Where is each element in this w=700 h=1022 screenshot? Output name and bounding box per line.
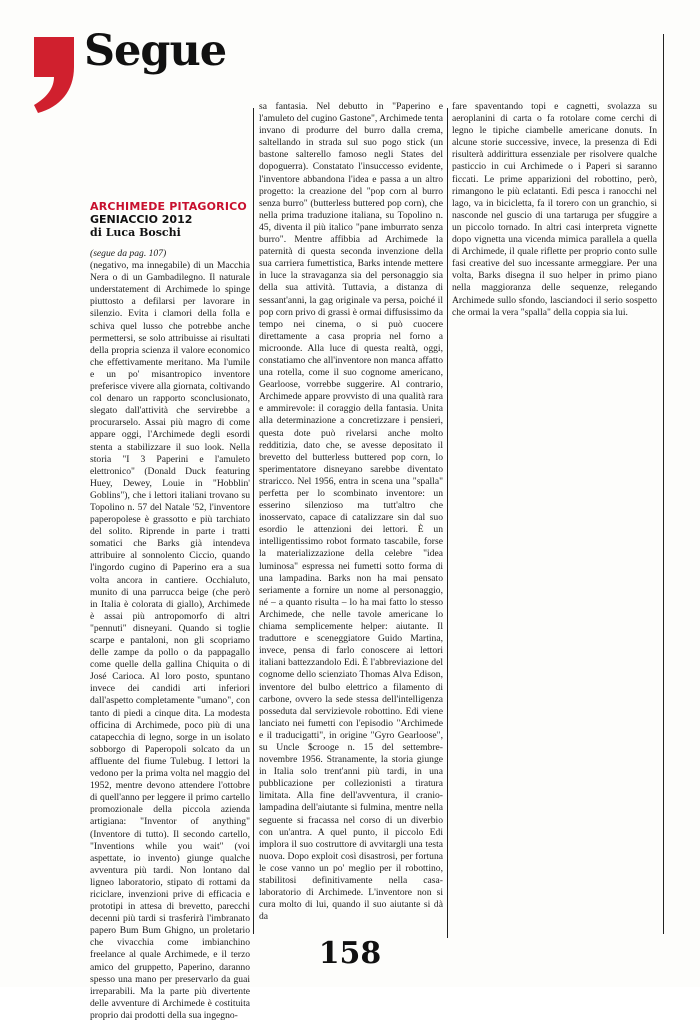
column-divider	[447, 108, 448, 938]
column-divider	[663, 34, 664, 934]
article-kicker: ARCHIMEDE PITAGORICO	[90, 200, 247, 213]
text-column-1	[90, 248, 250, 1021]
continued-from-note: (segue da pag. 107)	[90, 248, 167, 259]
page-number: 158	[318, 936, 382, 971]
article-header	[90, 200, 250, 239]
text-column-2	[259, 101, 443, 937]
red-comma-icon	[30, 37, 76, 113]
column-divider	[253, 108, 254, 934]
section-title: Segue	[84, 26, 227, 76]
text-column-3	[452, 101, 657, 361]
article-headline: GENIACCIO 2012	[90, 213, 193, 226]
column-2-body: sa fantasia. Nel debutto in "Paperino e l'amuleto del cugino Gastone", Archimede tenta invano di produrre del burro dalla crema, saltellando in strada sul suo pogo stick (un bastone salterello famoso negli States del dopoguerra). Constatato l'insuccesso evidente, l'inventore abbandona l'idea e passa a un altro progetto: la creazione del "pop corn al burro senza burro" (butterless buttered pop corn), che nella prima traduzione italiana, su Topolino n. 45, diventa il più italico "pane imburrato senza burro". Mentre affibbia ad Archimede la paternità di questa seconda invenzione della sua carriera fumettistica, Barks intende mettere in luce la stravaganza sia del personaggio sia della sua attività. Tuttavia, a distanza di sessant'anni, la gag originale va persa, poiché il pop corn privo di grassi è ormai diffusissimo da tempo nei cinema, o si può cuocere direttamente a casa propria nel forno a microonde. Alla luce di questa realtà, oggi, constatiamo che all'inventore non manca affatto una rotella, come il suo cognome americano, Gearloose, vorrebbe suggerire. Al contrario, Archimede appare provvisto di una qualità rara e ammirevole: il coraggio della fantasia. Unita alla determinazione a concretizzare i pensieri, questa dote può rivelarsi anche molto redditizia, dato che, se avesse depositato il brevetto del butterless buttered pop corn, lo sperimentatore disneyano sarebbe diventato straricco. Nel 1956, entra in scena una "spalla" perfetta per lo scombinato inventore: un esserino silenzioso ma tutt'altro che inosservato, capace di catalizzare sin dal suo esordio le attenzioni dei lettori. È un intelligentissimo robot formato tascabile, forse la materializzazione della celebre "idea luminosa" espressa nei fumetti sotto forma di una lampadina. Barks non ha mai pensato seriamente a fornire un nome al personaggio, né – a quanto risulta – lo ha mai fatto lo stesso Archimede, che nelle tavole americane lo chiama semplicemente helper: aiutante. Il traduttore e sceneggiatore Guido Martina, invece, pensa di farlo conoscere ai lettori italiani battezzandolo Edi. È l'abbreviazione del cognome dello scienziato Thomas Alva Edison, inventore del bulbo elettrico a filamento di carbone, ovvero la sede stessa dell'intelligenza posseduta dal servizievole robottino. Edi viene lanciato nei fumetti con l'episodio "Archimede e il traducigatti", in origine "Gyro Gearloose", su Uncle $crooge n. 15 del settembre-novembre 1956. Stranamente, la storia giunge in Italia solo trent'anni più tardi, in una pubblicazione per collezionisti a tiratura limitata. Alla fine dell'avventura, il cranio-lampadina dell'aiutante si fulmina, mentre nella seguente si fracassa nel corso di un diverbio con un'antra. A quel punto, il piccolo Edi implora il suo costruttore di avvitargli una testa nuova. Dopo exploit così disastrosi, per fortuna le cose vanno un po' meglio per il robottino, stabilitosi definitivamente nella casa-laboratorio di Archimede. L'inventore non si cura molto di lui, quando il suo aiutante si dà da	[259, 101, 443, 923]
column-3-body: fare spaventando topi e cagnetti, svolazza su aeroplanini di carta o fa rotolare come cerchi di legno le tipiche ciambelle americane donuts. In alcune storie successive, invece, la presenza di Edi risulterà addirittura essenziale per risolvere qualche pasticcio in cui Archimede o i Paperi si saranno ficcati. Le prime apparizioni del robottino, però, rimangono le più eclatanti. Edi pesca i ranocchi nel lago, va in bicicletta, fa il torero con un granchio, si nasconde nel guscio di una tartaruga per sfuggire a un piccolo tornado. In altri casi interpreta vignette dopo vignetta una vicenda mimica parallela a quella di Archimede, il quale riflette per proprio conto sulle fasi creative del suo incessante armeggiare. Per una volta, Barks disegna il suo helper in primo piano nella maggioranza delle sequenze, relegando Archimede sullo sfondo, lasciandoci il serio sospetto che ormai la vera "spalla" della coppia sia lui.	[452, 101, 657, 318]
article-byline: di Luca Boschi	[90, 226, 181, 239]
column-1-body: (negativo, ma innegabile) di un Macchia Nera o di un Gambadilegno. Il naturale understatement di Archimede lo spinge piuttosto a defilarsi per lavorare in silenzio. Evita i clamori della folla e schiva quel lusso che potrebbe anche permettersi, se solo attribuisse ai risultati della propria scienza il valore economico che effettivamente meritano. Ma l'umile e un po' misantropico inventore preferisce vivere alla giornata, coltivando col denaro un rapporto sconclusionato, slegato dall'attività che servirebbe a procurarselo. Assai più magro di come appare oggi, l'Archimede degli esordi stenta a stabilizzare il suo look. Nella storia "I 3 Paperini e l'amuleto elettronico" (Donald Duck featuring Huey, Dewey, Louie in "Hobblin' Goblins"), che i lettori italiani trovano su Topolino n. 57 del Natale '52, l'inventore paperopolese è grassotto e più tarchiato del solito. Riprende in parte i tratti somatici che Barks già intendeva attribuire al sonnolento Ciccio, quando l'ingordo cugino di Paperino era a sua volta ancora in cantiere. Occhialuto, munito di una parrucca beige (che però in Italia è colorata di giallo), Archimede è assai più antropomorfo di altri "pennuti" disneyani. Quando si toglie scarpe e pantaloni, non gli scopriamo delle zampe da pollo o da pappagallo come quelle della gallina Chiquita o di José Carioca. Al loro posto, spuntano invece dei candidi arti inferiori dall'aspetto completamente "umano", con tanto di piedi a cinque dita. La modesta officina di Archimede, poco più di una catapecchia di legno, sorge in un isolato sobborgo di Paperopoli solcato da un affluente del fiume Tulebug. I lettori la vedono per la prima volta nel maggio del 1952, mentre devono attendere l'ottobre di quell'anno per leggere il primo cartello promozionale della piccola azienda artigiana: "Inventor of anything" (Inventore di tutto). Il secondo cartello, "Inventions while you wait" (voi aspettate, io invento) giunge qualche avventura più tardi. Non lontano dal ligneo laboratorio, stipato di rottami da riciclare, invenzioni prive di efficacia e prototipi in attesa di brevetto, parecchi decenni più tardi si trasferirà l'imbranato papero Bum Bum Ghigno, un proletario che vivacchia come imbianchino freelance al quale Archimede, e il terzo amico del gruppetto, Paperino, daranno spesso una mano per preservarlo da guai irreparabili. Ma la parte più divertente delle avventure di Archimede è costituita proprio dai prodotti della sua ingegno-	[90, 260, 250, 1021]
